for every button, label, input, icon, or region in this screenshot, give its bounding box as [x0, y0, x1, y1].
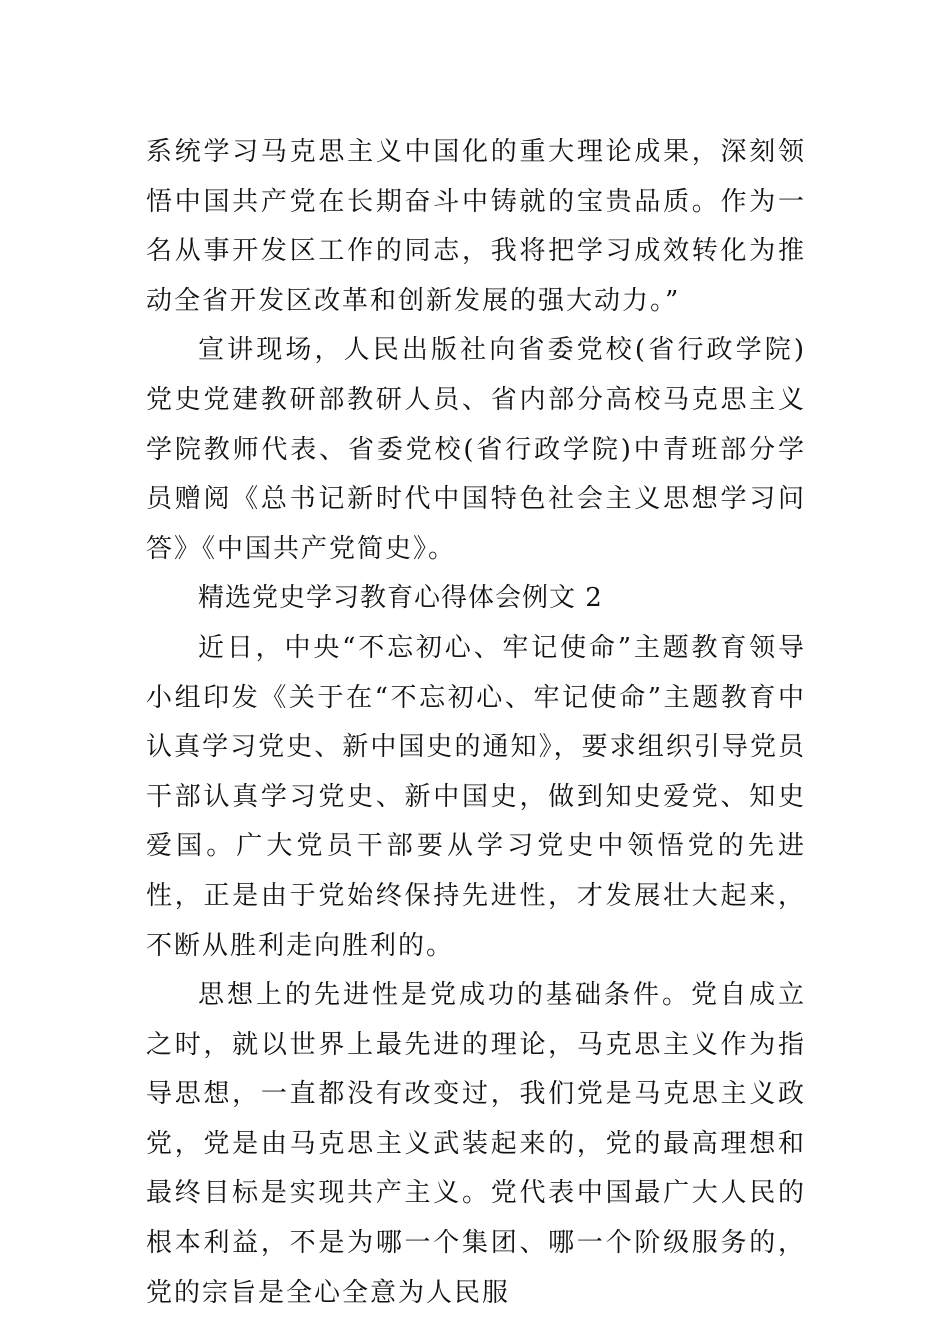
- paragraph-lecture-site: 宣讲现场，人民出版社向省委党校(省行政学院)党史党建教研部教研人员、省内部分高校马克思主义学院教师代表、省委党校(省行政学院)中青班部分学员赠阅《总书记新时代中国特色社会主义思想学习问答》《中国共产党简史》。: [146, 335, 806, 564]
- paragraph-continuation: 系统学习马克思主义中国化的重大理论成果，深刻领悟中国共产党在长期奋斗中铸就的宝贵品质。作为一名从事开发区工作的同志，我将把学习成效转化为推动全省开发区改革和创新发展的强大动力。”: [146, 137, 806, 316]
- paragraph-notice: 近日，中央“不忘初心、牢记使命”主题教育领导小组印发《关于在“不忘初心、牢记使命”主题教育中认真学习党史、新中国史的通知》，要求组织引导党员干部认真学习党史、新中国史，做到知史爱党、知史爱国。广大党员干部要从学习党史中领悟党的先进性，正是由于党始终保持先进性，才发展壮大起来，不断从胜利走向胜利的。: [146, 632, 806, 961]
- body-text: [146, 128, 806, 1318]
- paragraph-ideology: 思想上的先进性是党成功的基础条件。党自成立之时，就以世界上最先进的理论，马克思主义作为指导思想，一直都没有改变过，我们党是马克思主义政党，党是由马克思主义武装起来的，党的最高理想和最终目标是实现共产主义。党代表中国最广大人民的根本利益，不是为哪一个集团、哪一个阶级服务的，党的宗旨是全心全意为人民服: [146, 980, 806, 1308]
- section-heading: 精选党史学习教育心得体会例文 2: [198, 583, 603, 614]
